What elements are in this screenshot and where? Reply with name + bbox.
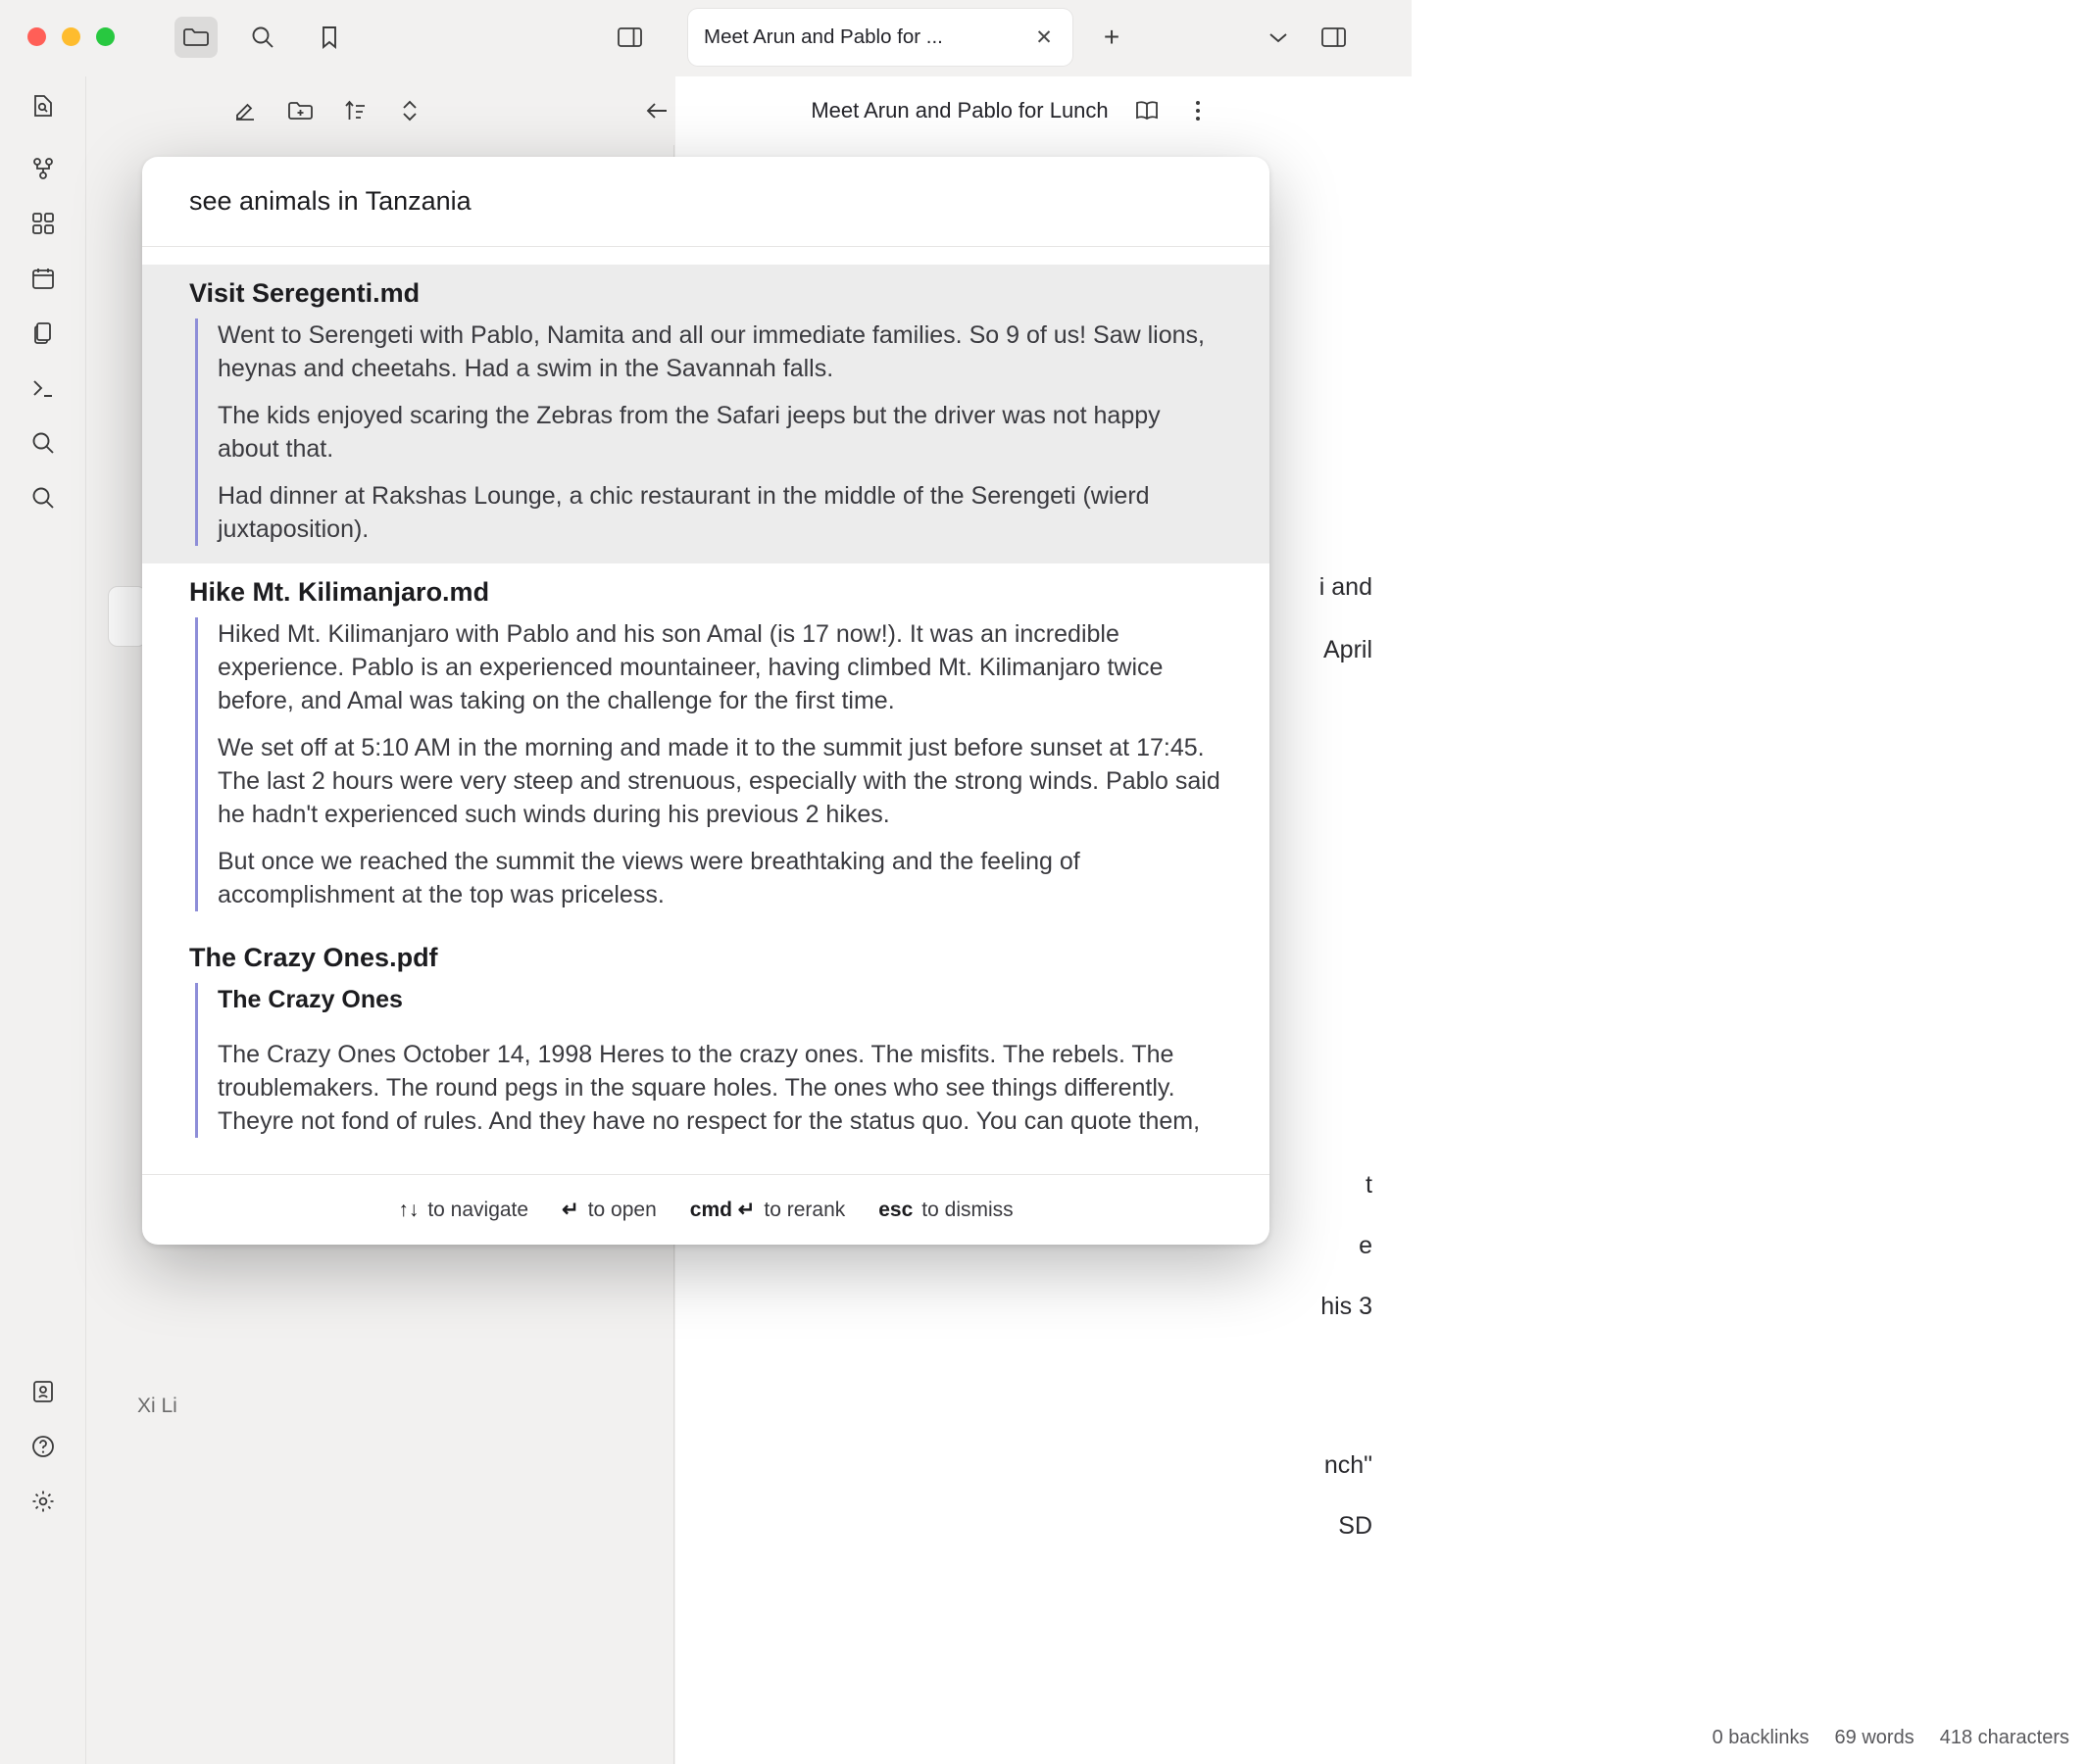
title-bar	[0, 0, 1412, 76]
tab-title: Meet Arun and Pablo for ...	[704, 25, 943, 48]
hint-dismiss	[878, 1199, 1013, 1222]
close-icon[interactable]: ✕	[1035, 25, 1053, 49]
chevron-down-icon[interactable]	[1261, 22, 1296, 53]
editor-toolbar	[675, 76, 1412, 147]
hint-key: ↵	[562, 1199, 579, 1221]
search-icon[interactable]	[241, 17, 284, 58]
result-title: The Crazy Ones.pdf	[189, 943, 438, 972]
body-fragment: SD	[1338, 1512, 1372, 1540]
left-rail	[0, 76, 86, 1764]
snippet-paragraph: Went to Serengeti with Pablo, Namita and all our immediate families. So 9 of us! Saw lions, heynas and cheetahs. Had a swim in the Savannah falls.	[218, 321, 1205, 382]
maximize-window-button[interactable]	[96, 27, 115, 46]
minimize-window-button[interactable]	[62, 27, 80, 46]
result-title: Visit Seregenti.md	[189, 278, 421, 308]
word-count: 69 words	[1834, 1726, 1914, 1748]
snippet-paragraph: But once we reached the summit the views were breathtaking and the feeling of accomplishment at the top was priceless.	[218, 848, 1080, 908]
tab-active[interactable]	[688, 9, 1072, 66]
search-results-list	[142, 247, 1269, 1174]
editor-title: Meet Arun and Pablo for Lunch	[811, 98, 1109, 122]
help-icon[interactable]	[22, 1425, 65, 1468]
hint-key: cmd ↵	[689, 1199, 756, 1221]
result-snippet	[195, 318, 1222, 546]
hint-rerank	[690, 1198, 845, 1222]
snippet-paragraph: Had dinner at Rakshas Lounge, a chic restaurant in the middle of the Serengeti (wierd juxtaposition).	[218, 482, 1150, 543]
right-panel-icon[interactable]	[1314, 18, 1353, 57]
hint-label: to navigate	[427, 1198, 529, 1221]
bookmark-icon[interactable]	[308, 17, 351, 58]
snippet-heading: The Crazy Ones	[218, 986, 403, 1013]
hint-label: to open	[587, 1198, 657, 1221]
terminal-icon[interactable]	[22, 367, 65, 410]
body-fragment: t	[1366, 1171, 1372, 1199]
result-snippet	[195, 617, 1222, 911]
settings-icon[interactable]	[22, 1480, 65, 1523]
close-window-button[interactable]	[27, 27, 46, 46]
snippet-paragraph: Hiked Mt. Kilimanjaro with Pablo and his son Amal (is 17 now!). It was an incredible experience. Pablo is an experienced mountaineer, having climbed Mt. Kilimanjaro twice before, and Amal was taking on the challenge for the first time.	[218, 620, 1164, 714]
status-bar	[1351, 1711, 2087, 1764]
search-result-item[interactable]	[142, 929, 1269, 1155]
file-search-icon[interactable]	[22, 84, 65, 127]
calendar-icon[interactable]	[22, 257, 65, 300]
copy-files-icon[interactable]	[22, 312, 65, 355]
body-fragment: April	[1322, 636, 1372, 663]
search-overlay	[142, 157, 1269, 1245]
note-author: Xi Li	[137, 1395, 177, 1417]
more-vertical-icon[interactable]	[1177, 90, 1218, 131]
graph-icon[interactable]	[22, 147, 65, 190]
pin-icon[interactable]	[22, 1370, 65, 1413]
compose-icon[interactable]	[224, 90, 267, 131]
folder-icon[interactable]	[174, 17, 218, 58]
folder-plus-icon[interactable]	[278, 90, 322, 131]
search-alt-icon[interactable]	[22, 476, 65, 519]
dashboard-icon[interactable]	[22, 202, 65, 245]
backlinks-count: 0 backlinks	[1712, 1726, 1810, 1748]
result-title: Hike Mt. Kilimanjaro.md	[189, 577, 490, 607]
hint-label: to rerank	[764, 1198, 846, 1221]
list-item[interactable]	[108, 586, 147, 647]
body-fragment: e	[1359, 1232, 1372, 1259]
hint-open	[562, 1198, 657, 1222]
reading-mode-icon[interactable]	[1126, 90, 1168, 131]
notes-toolbar	[86, 76, 674, 145]
body-fragment: i and	[1318, 573, 1372, 601]
expand-collapse-icon[interactable]	[388, 90, 431, 131]
snippet-paragraph: The Crazy Ones October 14, 1998 Heres to the crazy ones. The misfits. The rebels. The troublemakers. The round pegs in the square holes. The ones who see things differently. Theyre not fond of rules. And they have no respect for the status quo. You can quote them,	[218, 1041, 1201, 1135]
snippet-paragraph: We set off at 5:10 AM in the morning and made it to the summit just before sunset at 17:45. The last 2 hours were very steep and strenuous, especially with the strong winds. Pablo said he hadn't experienced such winds during his previous 2 hikes.	[218, 734, 1220, 828]
new-tab-button[interactable]: +	[1103, 22, 1120, 52]
hint-key: ↑↓	[398, 1198, 420, 1221]
window-controls	[27, 27, 115, 46]
hint-label: to dismiss	[921, 1198, 1014, 1221]
hint-navigate	[398, 1199, 528, 1222]
search-icon[interactable]	[22, 421, 65, 465]
body-fragment: nch"	[1323, 1451, 1372, 1479]
snippet-paragraph: The kids enjoyed scaring the Zebras from the Safari jeeps but the driver was not happy about that.	[218, 402, 1161, 463]
body-fragment: his 3	[1320, 1293, 1372, 1320]
hint-key: esc	[878, 1198, 914, 1221]
result-snippet	[195, 983, 1222, 1138]
overlay-footer-hints	[142, 1174, 1269, 1245]
tab-strip	[674, 0, 1412, 76]
search-result-item[interactable]	[142, 265, 1269, 564]
search-input[interactable]: see animals in Tanzania	[142, 157, 1269, 247]
character-count: 418 characters	[1939, 1726, 2069, 1748]
search-result-item[interactable]	[142, 564, 1269, 929]
sidebar-right-icon[interactable]	[608, 17, 651, 58]
main-toolbar	[174, 17, 351, 58]
sort-icon[interactable]	[333, 90, 376, 131]
